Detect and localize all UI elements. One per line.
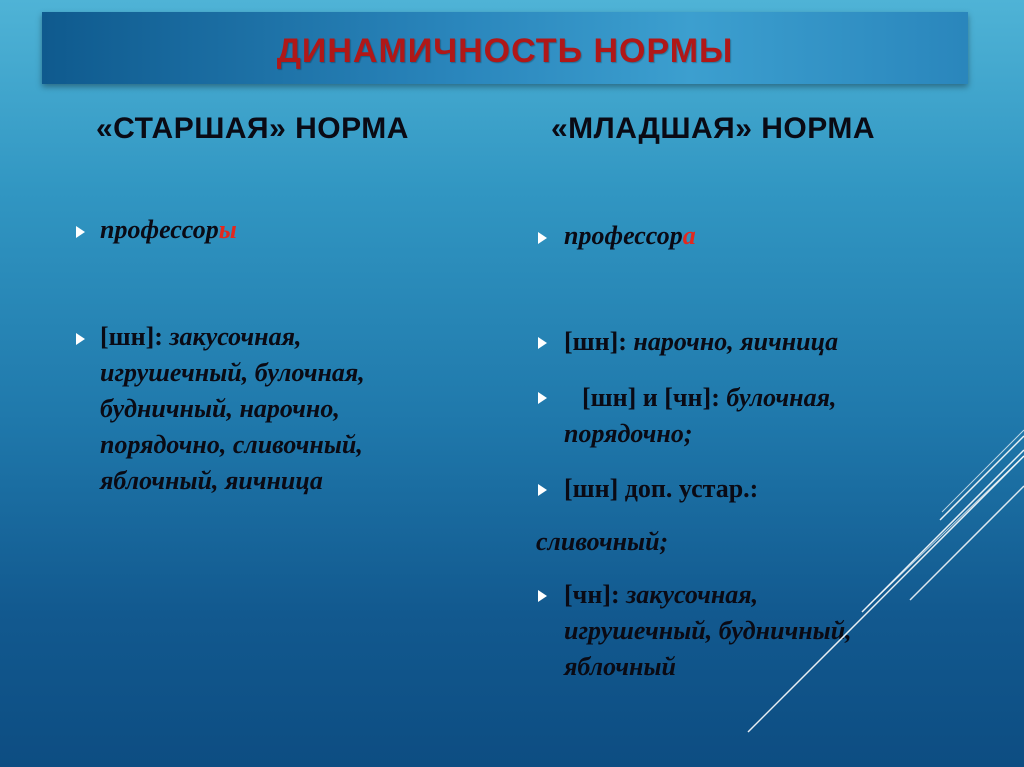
word-list-line: закусочная, [619, 580, 759, 609]
right-item-shn-dated: [шн] доп. устар.: [564, 474, 759, 503]
word-list-line: будничный, нарочно, [100, 394, 340, 423]
word-list-line: игрушечный, будничный, [564, 616, 852, 645]
word-list-line: игрушечный, булочная, [100, 358, 365, 387]
right-column-heading: «МЛАДШАЯ» НОРМА [551, 112, 876, 145]
word-stem: профессор [100, 215, 219, 244]
word-ending: а [682, 221, 696, 250]
left-column-heading: «СТАРШАЯ» НОРМА [96, 112, 409, 145]
pronunciation-label: [шн]: [564, 327, 627, 356]
word-ending: ы [218, 215, 237, 244]
pronunciation-label: [шн] и [чн]: [582, 383, 720, 412]
word-list-line: яблочный, яичница [100, 466, 323, 495]
word-list-line: яблочный [564, 652, 676, 681]
word-list-line: порядочно; [564, 419, 693, 448]
word-list-line: нарочно, яичница [626, 327, 839, 356]
word-list-line: булочная, [719, 383, 837, 412]
right-plain-line: сливочный; [536, 527, 669, 556]
word-list-line: закусочная, [162, 322, 302, 351]
slide-title: ДИНАМИЧНОСТЬ НОРМЫ [276, 32, 734, 70]
pronunciation-label: [шн]: [100, 322, 163, 351]
word-stem: профессор [564, 221, 683, 250]
pronunciation-label: [чн]: [564, 580, 620, 609]
word-list-line: порядочно, сливочный, [100, 430, 363, 459]
